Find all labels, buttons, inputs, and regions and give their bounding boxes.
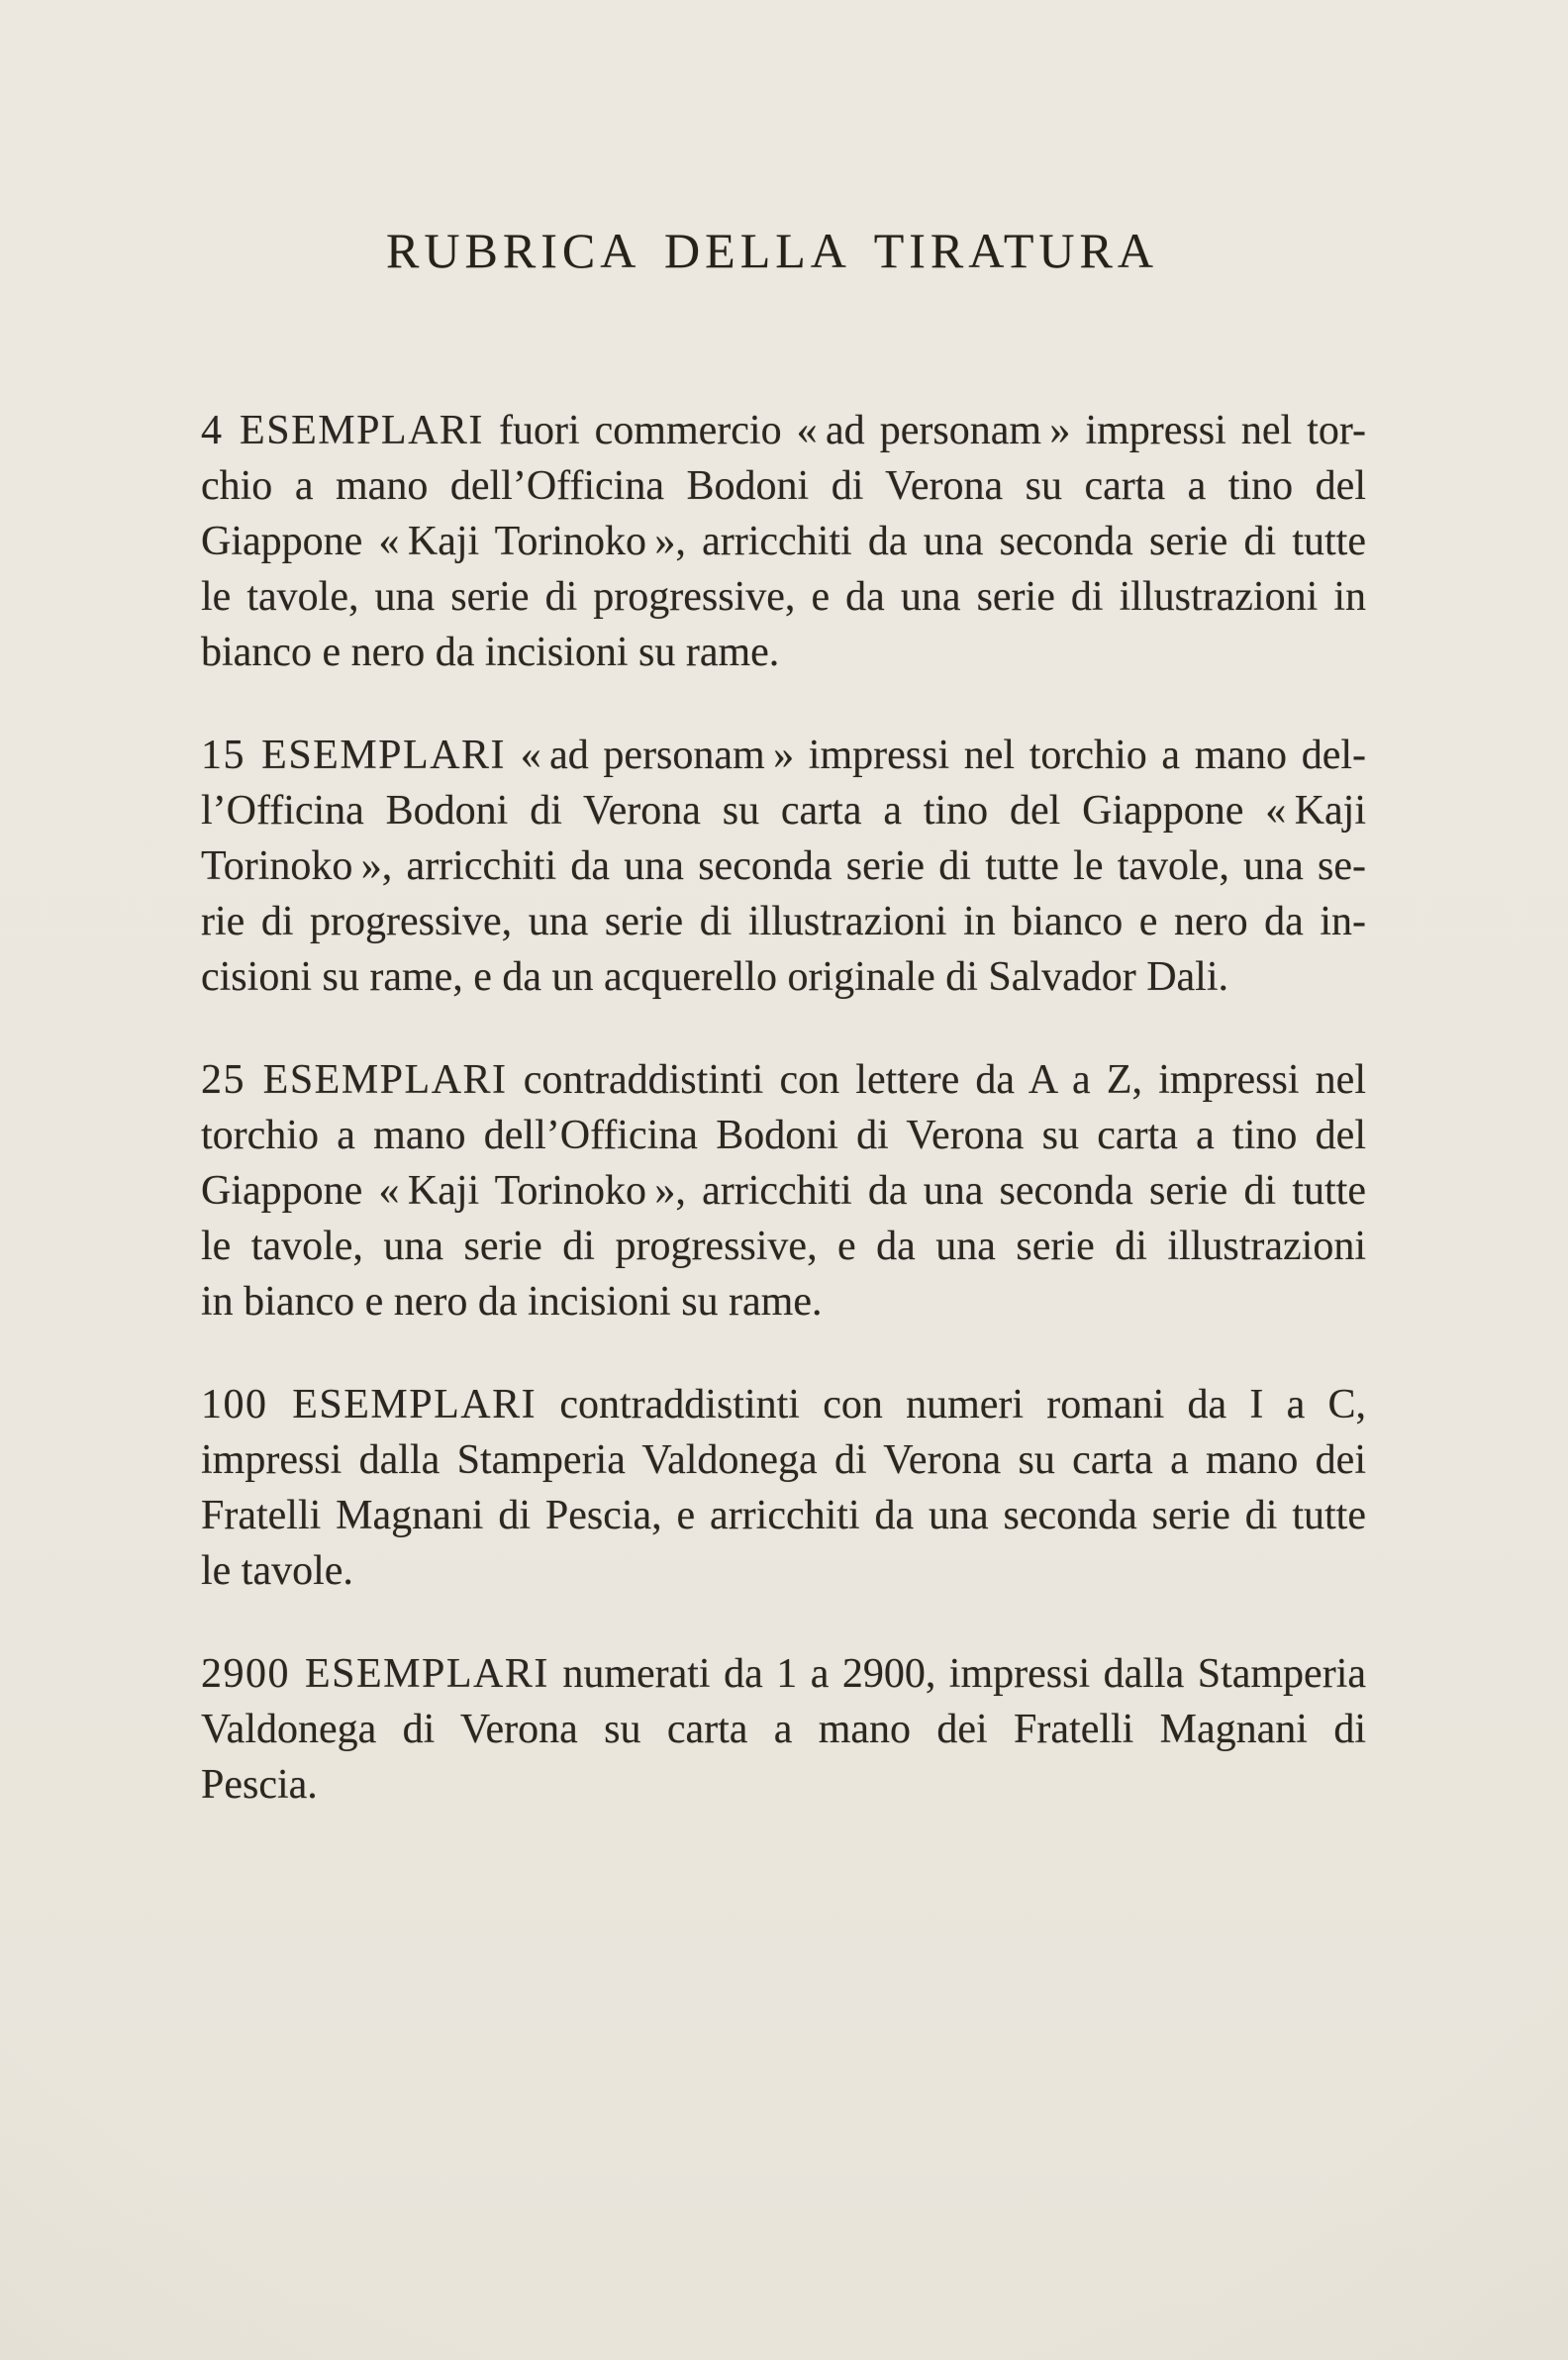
text-line: le tavole. [201, 1548, 353, 1594]
text-line: Pescia. [201, 1762, 318, 1808]
text-line: Valdonega di Verona su carta a mano dei Fratelli Magnani di [201, 1707, 1366, 1752]
edition-paragraph-2900 [201, 1646, 1366, 1813]
text-run: numerati da 1 a 2900, impressi dalla Stamperia [548, 1651, 1366, 1697]
text-line: le tavole, una serie di progressive, e da una serie di illustrazioni in [201, 574, 1366, 620]
text-line: Fratelli Magnani di Pescia, e arricchiti da una seconda serie di tutte [201, 1493, 1366, 1538]
text-line: l’Officina Bodoni di Verona su carta a tino del Giappone « Kaji [201, 788, 1366, 834]
edition-paragraph-25 [201, 1052, 1366, 1329]
text-line [201, 403, 1366, 458]
text-line [201, 728, 1366, 783]
text-run: contraddistinti con numeri romani da I a C, [537, 1382, 1367, 1427]
text-run: fuori commercio « ad personam » impressi nel tor- [483, 408, 1366, 453]
text-line: impressi dalla Stamperia Valdonega di Verona su carta a mano dei [201, 1437, 1366, 1483]
edition-count-label: 25 ESEMPLARI [201, 1057, 508, 1103]
text-line: Torinoko », arricchiti da una seconda serie di tutte le tavole, una se- [201, 843, 1366, 889]
edition-count-label: 2900 ESEMPLARI [201, 1651, 549, 1697]
edition-paragraph-4 [201, 403, 1366, 680]
text-line: cisioni su rame, e da un acquerello originale di Salvador Dali. [201, 954, 1229, 1000]
text-line [201, 1052, 1366, 1108]
text-run: contraddistinti con lettere da A a Z, impressi nel [507, 1057, 1366, 1103]
text-line: le tavole, una serie di progressive, e da una serie di illustrazioni [201, 1224, 1366, 1269]
text-line: torchio a mano dell’Officina Bodoni di Verona su carta a tino del [201, 1113, 1366, 1158]
text-line [201, 1377, 1366, 1432]
text-line: Giappone « Kaji Torinoko », arricchiti da una seconda serie di tutte [201, 519, 1366, 564]
edition-paragraph-15 [201, 728, 1366, 1005]
text-run: « ad personam » impressi nel torchio a mano del- [506, 733, 1366, 778]
text-line: rie di progressive, una serie di illustrazioni in bianco e nero da in- [201, 899, 1366, 944]
edition-paragraph-100 [201, 1377, 1366, 1599]
colophon-text [201, 403, 1366, 1860]
text-line: bianco e nero da incisioni su rame. [201, 630, 780, 675]
edition-count-label: 100 ESEMPLARI [201, 1382, 538, 1427]
text-line [201, 1646, 1366, 1702]
text-line: chio a mano dell’Officina Bodoni di Verona su carta a tino del [201, 463, 1366, 509]
text-line: Giappone « Kaji Torinoko », arricchiti da una seconda serie di tutte [201, 1168, 1366, 1214]
edition-count-label: 15 ESEMPLARI [201, 733, 507, 778]
edition-count-label: 4 ESEMPLARI [201, 408, 484, 453]
page-title: RUBRICA DELLA TIRATURA [386, 223, 1158, 278]
text-line: in bianco e nero da incisioni su rame. [201, 1279, 823, 1325]
